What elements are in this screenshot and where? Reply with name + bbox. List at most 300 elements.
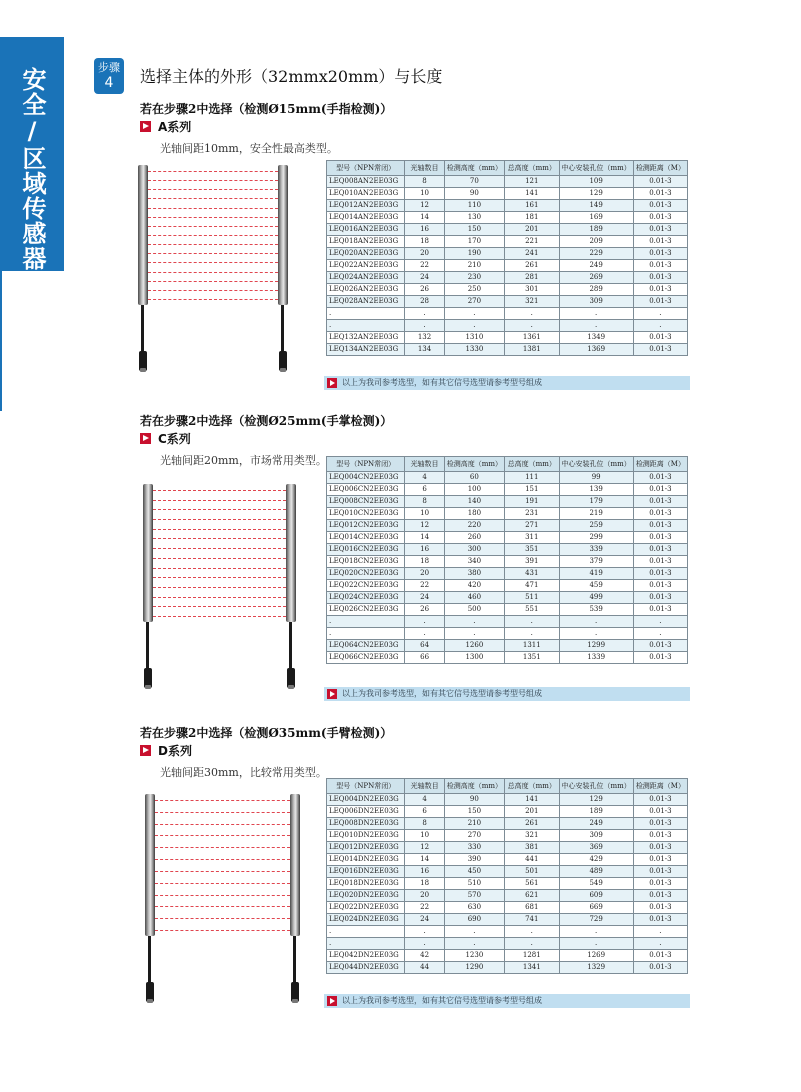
value-cell: 12	[405, 200, 444, 212]
value-cell: 210	[444, 818, 504, 830]
value-cell: .	[633, 320, 687, 332]
value-cell: 110	[444, 200, 504, 212]
model-cell: LEQ014AN2EE03G	[327, 212, 405, 224]
table-header-row	[327, 161, 688, 176]
model-cell: LEQ016AN2EE03G	[327, 224, 405, 236]
light-beam	[148, 281, 278, 282]
spec-table	[326, 160, 688, 356]
light-beam	[153, 490, 286, 491]
value-cell: .	[405, 938, 444, 950]
value-cell: 270	[444, 830, 504, 842]
value-cell: 0.01-3	[633, 604, 687, 616]
value-cell: 219	[559, 508, 633, 520]
value-cell: 221	[505, 236, 560, 248]
value-cell: 24	[405, 592, 444, 604]
light-beam	[153, 606, 286, 607]
light-beam	[148, 189, 278, 190]
sidebar-category-tab	[0, 37, 64, 271]
value-cell: 561	[505, 878, 559, 890]
model-cell: LEQ012DN2EE03G	[327, 842, 405, 854]
light-beam	[155, 906, 290, 907]
value-cell: 391	[505, 556, 559, 568]
table-row	[327, 902, 688, 914]
emitter-cable	[141, 305, 144, 353]
value-cell: 0.01-3	[633, 284, 687, 296]
table-row	[327, 914, 688, 926]
table-row	[327, 296, 688, 308]
value-cell: 309	[559, 296, 633, 308]
light-beam	[153, 568, 286, 569]
value-cell: .	[505, 938, 559, 950]
step-badge	[94, 58, 124, 94]
column-header: 检测高度（mm）	[444, 457, 504, 472]
value-cell: 621	[505, 890, 559, 902]
value-cell: .	[444, 616, 504, 628]
model-cell: .	[327, 616, 405, 628]
column-header: 检测高度（mm）	[444, 779, 504, 794]
value-cell: 100	[444, 484, 504, 496]
value-cell: 1329	[559, 962, 633, 974]
series-description: 光轴间距10mm，安全性最高类型。	[160, 142, 338, 155]
step-number: 4	[104, 75, 114, 91]
sidebar-divider	[0, 271, 2, 411]
table-row	[327, 236, 688, 248]
value-cell: 26	[405, 604, 444, 616]
value-cell: 0.01-3	[633, 842, 687, 854]
value-cell: 681	[505, 902, 559, 914]
model-cell: LEQ008CN2EE03G	[327, 496, 405, 508]
table-header-row	[327, 779, 688, 794]
column-header: 检测距离（M）	[633, 457, 687, 472]
value-cell: 0.01-3	[633, 532, 687, 544]
light-beam	[148, 180, 278, 181]
table-row	[327, 878, 688, 890]
light-beam	[153, 548, 286, 549]
value-cell: 390	[444, 854, 504, 866]
value-cell: .	[444, 320, 504, 332]
model-cell: LEQ010CN2EE03G	[327, 508, 405, 520]
table-row	[327, 472, 688, 484]
value-cell: 22	[405, 902, 444, 914]
value-cell: 500	[444, 604, 504, 616]
value-cell: 181	[505, 212, 560, 224]
value-cell: 99	[559, 472, 633, 484]
light-beam	[148, 253, 278, 254]
series-label: D系列	[158, 744, 192, 758]
value-cell: 0.01-3	[633, 212, 687, 224]
table-row	[327, 496, 688, 508]
column-header: 检测距离（M）	[633, 161, 687, 176]
table-row	[327, 188, 688, 200]
column-header: 中心安装孔位（mm）	[559, 457, 633, 472]
value-cell: .	[405, 616, 444, 628]
value-cell: 14	[405, 532, 444, 544]
light-beam	[148, 198, 278, 199]
value-cell: 330	[444, 842, 504, 854]
value-cell: 129	[559, 188, 633, 200]
triangle-bullet-icon	[327, 996, 337, 1006]
value-cell: 321	[505, 296, 560, 308]
value-cell: 0.01-3	[633, 296, 687, 308]
value-cell: 12	[405, 842, 444, 854]
value-cell: 0.01-3	[633, 508, 687, 520]
value-cell: 0.01-3	[633, 496, 687, 508]
value-cell: 429	[559, 854, 633, 866]
value-cell: 140	[444, 496, 504, 508]
model-cell: LEQ010AN2EE03G	[327, 188, 405, 200]
light-beam	[155, 847, 290, 848]
value-cell: 6	[405, 484, 444, 496]
value-cell: .	[633, 628, 687, 640]
emitter-bar	[138, 165, 148, 305]
value-cell: 161	[505, 200, 560, 212]
light-beam	[148, 299, 278, 300]
connector-plug-icon	[291, 982, 299, 1002]
light-beam	[148, 244, 278, 245]
table-row	[327, 794, 688, 806]
value-cell: 0.01-3	[633, 890, 687, 902]
value-cell: 551	[505, 604, 559, 616]
value-cell: 501	[505, 866, 559, 878]
value-cell: 6	[405, 806, 444, 818]
value-cell: 0.01-3	[633, 640, 687, 652]
value-cell: 321	[505, 830, 559, 842]
connector-plug-icon	[279, 351, 287, 371]
model-cell: LEQ006CN2EE03G	[327, 484, 405, 496]
value-cell: 0.01-3	[633, 332, 687, 344]
model-cell: LEQ022DN2EE03G	[327, 902, 405, 914]
light-beam	[148, 272, 278, 273]
light-beam	[148, 235, 278, 236]
connector-plug-icon	[139, 351, 147, 371]
receiver-bar	[278, 165, 288, 305]
value-cell: 169	[559, 212, 633, 224]
value-cell: 60	[444, 472, 504, 484]
value-cell: 511	[505, 592, 559, 604]
table-row	[327, 818, 688, 830]
table-row	[327, 520, 688, 532]
light-beam	[153, 616, 286, 617]
value-cell: 431	[505, 568, 559, 580]
value-cell: 0.01-3	[633, 344, 687, 356]
light-beam	[153, 538, 286, 539]
value-cell: 26	[405, 284, 444, 296]
value-cell: .	[444, 938, 504, 950]
table-row	[327, 580, 688, 592]
value-cell: .	[405, 320, 444, 332]
value-cell: 0.01-3	[633, 236, 687, 248]
value-cell: 0.01-3	[633, 484, 687, 496]
value-cell: 419	[559, 568, 633, 580]
value-cell: 0.01-3	[633, 878, 687, 890]
connector-plug-icon	[287, 668, 295, 688]
value-cell: 301	[505, 284, 560, 296]
table-row	[327, 938, 688, 950]
model-cell: LEQ020DN2EE03G	[327, 890, 405, 902]
value-cell: 441	[505, 854, 559, 866]
value-cell: 261	[505, 818, 559, 830]
value-cell: 12	[405, 520, 444, 532]
value-cell: 259	[559, 520, 633, 532]
reference-note	[324, 376, 690, 390]
table-row	[327, 484, 688, 496]
table-row	[327, 604, 688, 616]
value-cell: 42	[405, 950, 444, 962]
value-cell: 141	[505, 794, 559, 806]
value-cell: 1349	[559, 332, 633, 344]
table-header-row	[327, 457, 688, 472]
value-cell: 1330	[444, 344, 504, 356]
value-cell: 309	[559, 830, 633, 842]
value-cell: 0.01-3	[633, 272, 687, 284]
table-row	[327, 806, 688, 818]
value-cell: 24	[405, 272, 444, 284]
value-cell: 179	[559, 496, 633, 508]
triangle-bullet-icon	[140, 433, 151, 444]
value-cell: .	[559, 308, 633, 320]
value-cell: 190	[444, 248, 504, 260]
model-cell: LEQ008DN2EE03G	[327, 818, 405, 830]
value-cell: 209	[559, 236, 633, 248]
model-cell: LEQ134AN2EE03G	[327, 344, 405, 356]
table-row	[327, 866, 688, 878]
value-cell: 0.01-3	[633, 854, 687, 866]
table-row	[327, 950, 688, 962]
column-header: 检测距离（M）	[633, 779, 687, 794]
value-cell: 311	[505, 532, 559, 544]
value-cell: .	[444, 926, 504, 938]
model-cell: LEQ044DN2EE03G	[327, 962, 405, 974]
table-row	[327, 508, 688, 520]
value-cell: 191	[505, 496, 559, 508]
value-cell: .	[559, 616, 633, 628]
value-cell: 0.01-3	[633, 830, 687, 842]
column-header: 总高度（mm）	[505, 161, 560, 176]
value-cell: 189	[559, 806, 633, 818]
model-cell: .	[327, 308, 405, 320]
value-cell: 44	[405, 962, 444, 974]
light-beam	[153, 529, 286, 530]
value-cell: 121	[505, 176, 560, 188]
value-cell: 1351	[505, 652, 559, 664]
table-row	[327, 962, 688, 974]
value-cell: 16	[405, 224, 444, 236]
value-cell: 220	[444, 520, 504, 532]
value-cell: 129	[559, 794, 633, 806]
value-cell: 210	[444, 260, 504, 272]
value-cell: 18	[405, 236, 444, 248]
model-cell: LEQ042DN2EE03G	[327, 950, 405, 962]
light-beam	[153, 509, 286, 510]
value-cell: 539	[559, 604, 633, 616]
triangle-bullet-icon	[140, 121, 151, 132]
column-header: 光轴数目	[405, 779, 444, 794]
value-cell: 351	[505, 544, 559, 556]
series-label: C系列	[158, 432, 191, 446]
table-row	[327, 830, 688, 842]
model-cell: LEQ004DN2EE03G	[327, 794, 405, 806]
value-cell: 549	[559, 878, 633, 890]
model-cell: LEQ014CN2EE03G	[327, 532, 405, 544]
value-cell: 0.01-3	[633, 962, 687, 974]
value-cell: .	[633, 938, 687, 950]
model-cell: .	[327, 938, 405, 950]
value-cell: .	[559, 926, 633, 938]
value-cell: 14	[405, 212, 444, 224]
value-cell: 10	[405, 188, 444, 200]
value-cell: 450	[444, 866, 504, 878]
column-header: 型号（NPN常闭）	[327, 161, 405, 176]
value-cell: 28	[405, 296, 444, 308]
model-cell: LEQ012AN2EE03G	[327, 200, 405, 212]
light-beam	[153, 577, 286, 578]
light-beam	[153, 500, 286, 501]
table-row	[327, 284, 688, 296]
value-cell: 340	[444, 556, 504, 568]
value-cell: 0.01-3	[633, 580, 687, 592]
value-cell: 0.01-3	[633, 544, 687, 556]
value-cell: 201	[505, 806, 559, 818]
light-beam	[148, 262, 278, 263]
value-cell: 1299	[559, 640, 633, 652]
value-cell: 0.01-3	[633, 176, 687, 188]
page-title: 选择主体的外形（32mmx20mm）与长度	[140, 67, 443, 86]
model-cell: LEQ064CN2EE03G	[327, 640, 405, 652]
value-cell: .	[505, 320, 560, 332]
table-row	[327, 344, 688, 356]
value-cell: 1290	[444, 962, 504, 974]
value-cell: 339	[559, 544, 633, 556]
value-cell: .	[633, 308, 687, 320]
value-cell: 14	[405, 854, 444, 866]
connector-plug-icon	[146, 982, 154, 1002]
value-cell: 0.01-3	[633, 568, 687, 580]
light-beam	[155, 918, 290, 919]
light-beam	[155, 859, 290, 860]
value-cell: 22	[405, 260, 444, 272]
value-cell: 139	[559, 484, 633, 496]
value-cell: 1310	[444, 332, 504, 344]
value-cell: 379	[559, 556, 633, 568]
value-cell: .	[559, 628, 633, 640]
value-cell: 18	[405, 556, 444, 568]
value-cell: 0.01-3	[633, 248, 687, 260]
column-header: 光轴数目	[405, 161, 444, 176]
value-cell: 0.01-3	[633, 818, 687, 830]
triangle-bullet-icon	[327, 689, 337, 699]
value-cell: .	[444, 308, 504, 320]
table-row	[327, 272, 688, 284]
table-row	[327, 890, 688, 902]
table-row	[327, 320, 688, 332]
table-row	[327, 212, 688, 224]
table-row	[327, 842, 688, 854]
value-cell: 1230	[444, 950, 504, 962]
value-cell: 231	[505, 508, 559, 520]
value-cell: 16	[405, 866, 444, 878]
value-cell: 1339	[559, 652, 633, 664]
model-cell: LEQ024CN2EE03G	[327, 592, 405, 604]
value-cell: 201	[505, 224, 560, 236]
model-cell: LEQ004CN2EE03G	[327, 472, 405, 484]
column-header: 中心安装孔位（mm）	[559, 161, 633, 176]
table-row	[327, 926, 688, 938]
light-beam	[153, 519, 286, 520]
receiver-bar	[286, 484, 296, 622]
value-cell: 609	[559, 890, 633, 902]
value-cell: 1260	[444, 640, 504, 652]
value-cell: 249	[559, 260, 633, 272]
value-cell: 269	[559, 272, 633, 284]
value-cell: 1381	[505, 344, 560, 356]
light-beam	[153, 597, 286, 598]
value-cell: 149	[559, 200, 633, 212]
series-description: 光轴间距20mm，市场常用类型。	[160, 454, 327, 467]
value-cell: 24	[405, 914, 444, 926]
value-cell: 420	[444, 580, 504, 592]
light-beam	[155, 930, 290, 931]
table-row	[327, 640, 688, 652]
value-cell: 64	[405, 640, 444, 652]
value-cell: 134	[405, 344, 444, 356]
value-cell: 381	[505, 842, 559, 854]
receiver-cable	[293, 936, 296, 984]
light-beam	[148, 217, 278, 218]
value-cell: 0.01-3	[633, 472, 687, 484]
value-cell: 0.01-3	[633, 260, 687, 272]
table-row	[327, 568, 688, 580]
light-beam	[148, 208, 278, 209]
sidebar-title: 安全/区域传感器	[18, 67, 46, 271]
model-cell: LEQ026AN2EE03G	[327, 284, 405, 296]
value-cell: 150	[444, 224, 504, 236]
emitter-bar	[143, 484, 153, 622]
value-cell: 4	[405, 794, 444, 806]
spec-table	[326, 778, 688, 974]
column-header: 中心安装孔位（mm）	[559, 779, 633, 794]
light-beam	[153, 558, 286, 559]
model-cell: LEQ026CN2EE03G	[327, 604, 405, 616]
value-cell: .	[405, 308, 444, 320]
value-cell: 20	[405, 890, 444, 902]
light-beam	[155, 824, 290, 825]
value-cell: 70	[444, 176, 504, 188]
value-cell: 471	[505, 580, 559, 592]
value-cell: 299	[559, 532, 633, 544]
value-cell: 1300	[444, 652, 504, 664]
value-cell: 0.01-3	[633, 592, 687, 604]
value-cell: 0.01-3	[633, 794, 687, 806]
value-cell: 0.01-3	[633, 914, 687, 926]
table-row	[327, 176, 688, 188]
value-cell: 459	[559, 580, 633, 592]
triangle-bullet-icon	[327, 378, 337, 388]
model-cell: LEQ006DN2EE03G	[327, 806, 405, 818]
value-cell: 189	[559, 224, 633, 236]
value-cell: 241	[505, 248, 560, 260]
step-label: 步骤	[98, 61, 120, 74]
value-cell: 229	[559, 248, 633, 260]
value-cell: 1369	[559, 344, 633, 356]
value-cell: 66	[405, 652, 444, 664]
reference-note	[324, 687, 690, 701]
value-cell: 141	[505, 188, 560, 200]
light-beam	[155, 871, 290, 872]
value-cell: 489	[559, 866, 633, 878]
value-cell: 499	[559, 592, 633, 604]
model-cell: LEQ018CN2EE03G	[327, 556, 405, 568]
connector-plug-icon	[144, 668, 152, 688]
